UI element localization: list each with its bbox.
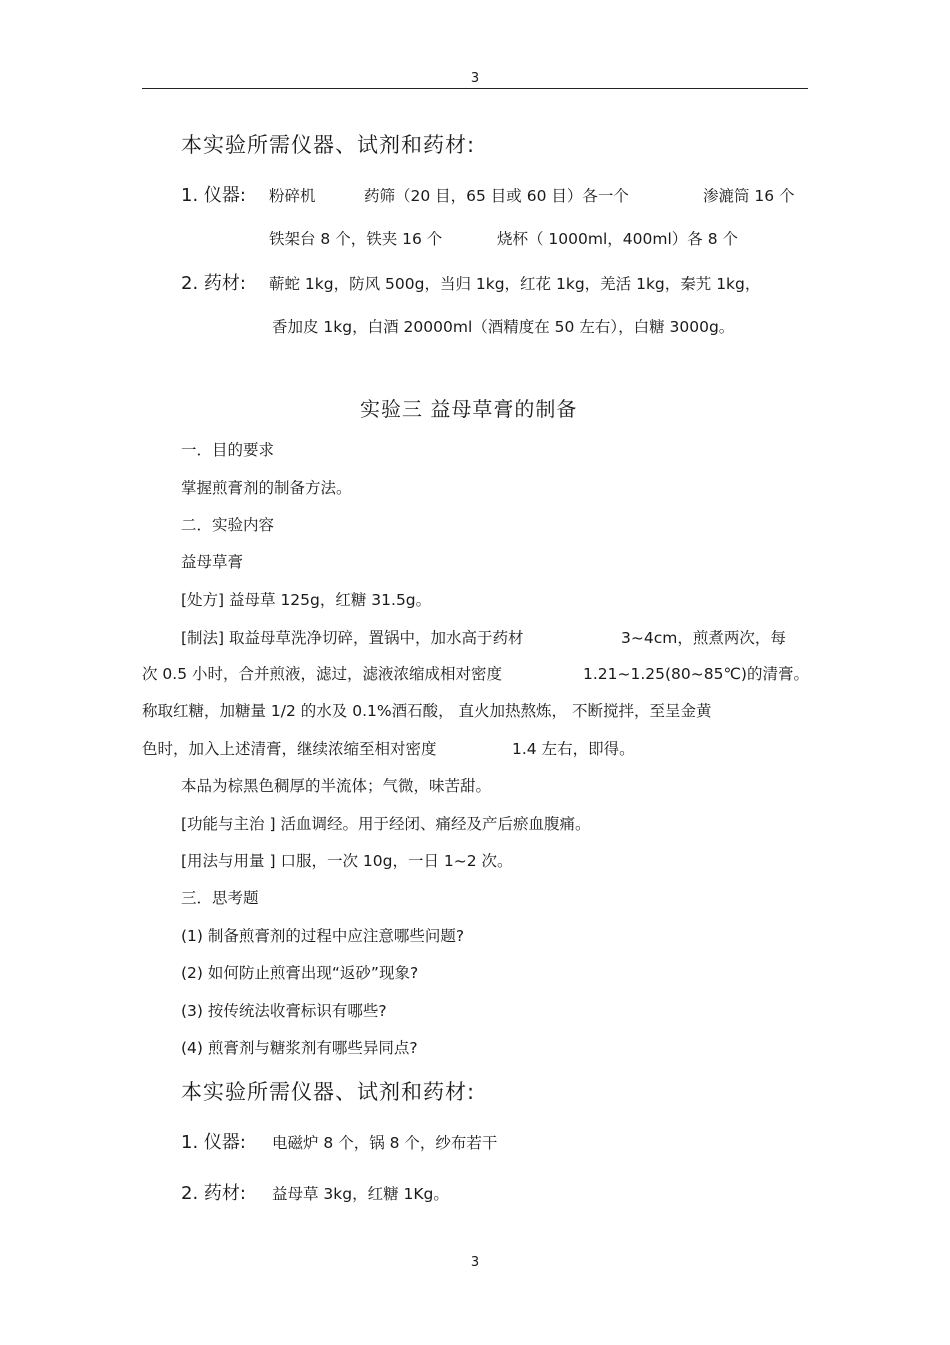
- header-rule: [142, 88, 808, 89]
- method-text: 1.4 左右，即得。: [512, 740, 635, 758]
- footer-page-number: 3: [470, 1255, 480, 1270]
- prev-herbs-line: 蕲蛇 1kg，防风 500g，当归 1kg，红花 1kg，羌活 1kg，秦艽 1kg，: [269, 275, 761, 293]
- method-text: 称取红糖，加糖量 1/2 的水及 0.1%酒石酸， 直火加热熬炼， 不断搅拌，至呈金黄: [142, 702, 712, 720]
- prev-materials-heading: 本实验所需仪器、试剂和药材:: [181, 133, 476, 157]
- section-heading-content: 二．实验内容: [181, 516, 275, 534]
- function-indication: [功能与主治 ] 活血调经。用于经闭、痛经及产后瘀血腹痛。: [181, 815, 591, 833]
- question-item: (2) 如何防止煎膏出现“返砂”现象?: [181, 964, 419, 982]
- materials-herbs: 益母草 3kg，红糖 1Kg。: [272, 1185, 449, 1203]
- prev-instrument-item: 药筛（20 目，65 目或 60 目）各一个: [364, 187, 629, 205]
- prev-instruments-label: 1. 仪器:: [181, 185, 246, 206]
- method-text: 3~4cm，煎煮两次，每: [621, 629, 786, 647]
- materials-heading: 本实验所需仪器、试剂和药材:: [181, 1080, 476, 1104]
- method-text: 色时，加入上述清膏，继续浓缩至相对密度: [142, 740, 437, 758]
- description: 本品为棕黑色稠厚的半流体；气微，味苦甜。: [181, 777, 492, 795]
- question-item: (1) 制备煎膏剂的过程中应注意哪些问题?: [181, 927, 465, 945]
- materials-herbs-label: 2. 药材:: [181, 1183, 246, 1204]
- prescription: [处方] 益母草 125g，红糖 31.5g。: [181, 591, 432, 609]
- prev-herbs-line: 香加皮 1kg，白酒 20000ml（酒精度在 50 左右），白糖 3000g。: [272, 318, 735, 336]
- experiment-title: 实验三 益母草膏的制备: [360, 397, 578, 421]
- method-text: [制法] 取益母草洗净切碎，置锅中，加水高于药材: [181, 629, 524, 647]
- usage-dosage: [用法与用量 ] 口服，一次 10g，一日 1~2 次。: [181, 852, 513, 870]
- section-heading-objectives: 一．目的要求: [181, 441, 275, 459]
- prev-instrument-item: 粉碎机: [269, 187, 316, 205]
- materials-instruments-label: 1. 仪器:: [181, 1132, 246, 1153]
- objectives-text: 掌握煎膏剂的制备方法。: [181, 479, 352, 497]
- prev-instrument-item: 铁架台 8 个，铁夹 16 个: [269, 230, 443, 248]
- section-heading-questions: 三．思考题: [181, 889, 259, 907]
- prev-herbs-label: 2. 药材:: [181, 273, 246, 294]
- method-text: 1.21~1.25(80~85℃)的清膏。: [583, 665, 809, 683]
- method-text: 次 0.5 小时，合并煎液，滤过，滤液浓缩成相对密度: [142, 665, 503, 683]
- product-name: 益母草膏: [181, 553, 244, 571]
- header-page-number: 3: [470, 71, 480, 86]
- materials-instruments: 电磁炉 8 个，锅 8 个，纱布若干: [272, 1134, 498, 1152]
- question-item: (3) 按传统法收膏标识有哪些?: [181, 1002, 387, 1020]
- prev-instrument-item: 烧杯（ 1000ml，400ml）各 8 个: [497, 230, 738, 248]
- question-item: (4) 煎膏剂与糖浆剂有哪些异同点?: [181, 1039, 418, 1057]
- prev-instrument-item: 渗漉筒 16 个: [703, 187, 795, 205]
